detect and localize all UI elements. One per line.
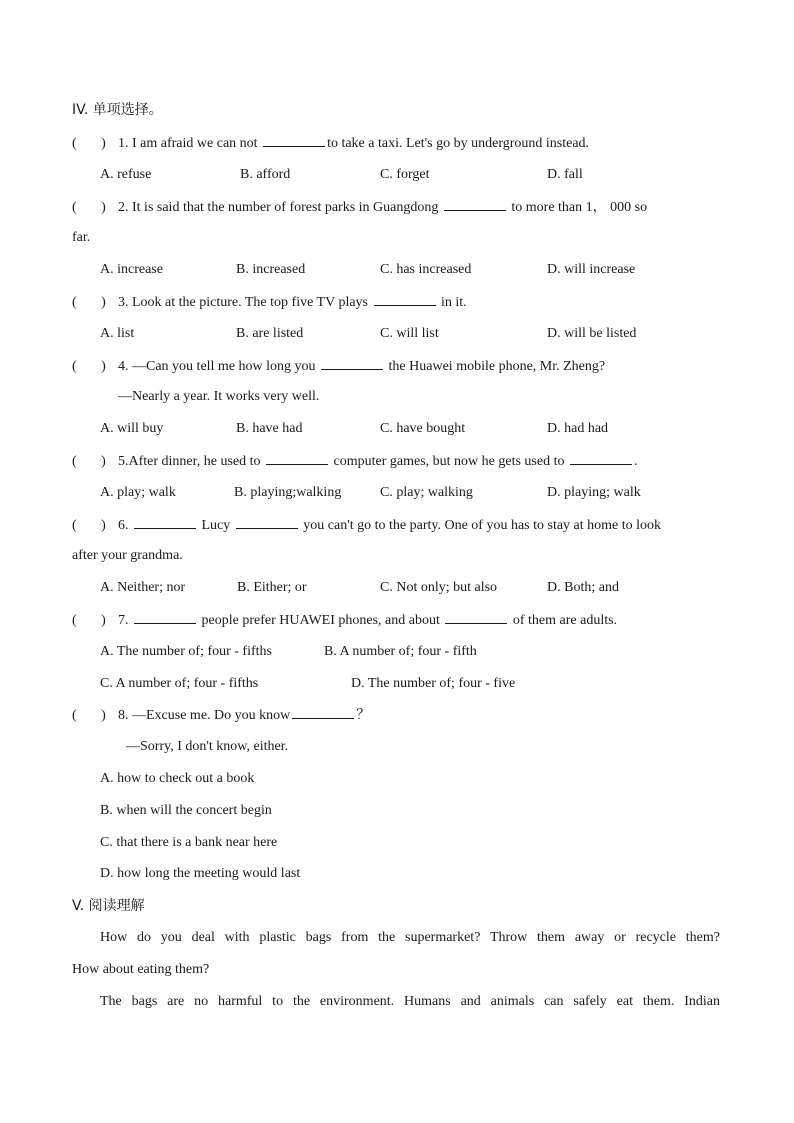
answer-paren[interactable]: ( ) <box>72 136 106 151</box>
option-d[interactable]: D. how long the meeting would last <box>100 866 301 881</box>
answer-paren[interactable]: ( ) <box>72 359 106 374</box>
question-text: 3. Look at the picture. The top five TV plays <box>118 295 372 310</box>
answer-blank-2[interactable] <box>236 516 298 529</box>
question-6-continued: after your grandma. <box>72 548 183 563</box>
option-b[interactable]: B. Either; or <box>237 580 307 595</box>
options-row <box>100 643 740 661</box>
option-b[interactable]: B. are listed <box>236 326 304 341</box>
question-text: 1. I am afraid we can not <box>118 136 262 151</box>
question-text: 8. —Excuse me. Do you know <box>118 708 291 723</box>
question-7 <box>72 611 617 630</box>
question-text-tail: . <box>633 454 638 469</box>
option-d[interactable]: D. will increase <box>547 262 636 277</box>
question-text: 5.After dinner, he used to <box>118 454 265 469</box>
option-b[interactable]: B. when will the concert begin <box>100 803 272 818</box>
options-row <box>100 325 740 343</box>
option-d[interactable]: D. fall <box>547 167 583 182</box>
question-text: 4. —Can you tell me how long you <box>118 359 320 374</box>
answer-blank-2[interactable] <box>570 452 632 465</box>
reading-paragraph-2-line-1: The bags are no harmful to the environment. Humans and animals can safely eat them. Indian <box>100 994 720 1009</box>
question-2-continued: far. <box>72 230 91 245</box>
options-row <box>100 166 740 184</box>
options-row <box>100 420 740 438</box>
question-text-tail: you can't go to the party. One of you has to stay at home to look <box>299 518 662 533</box>
question-text: 2. It is said that the number of forest parks in Guangdong <box>118 200 442 215</box>
question-text: 7. <box>118 613 132 628</box>
question-5 <box>72 452 637 471</box>
option-c[interactable]: C. Not only; but also <box>380 580 498 595</box>
answer-blank[interactable] <box>321 357 383 370</box>
question-text-tail: of them are adults. <box>509 613 618 628</box>
question-text-tail: to more than 1， 000 so <box>507 200 648 215</box>
option-c[interactable]: C. play; walking <box>380 485 473 500</box>
answer-blank[interactable] <box>374 293 436 306</box>
question-2 <box>72 198 647 217</box>
answer-blank[interactable] <box>444 198 506 211</box>
question-3 <box>72 293 467 312</box>
answer-paren[interactable]: ( ) <box>72 454 106 469</box>
reading-paragraph-1-line-2: How about eating them? <box>72 962 210 977</box>
question-text-tail: the Huawei mobile phone, Mr. Zheng? <box>385 359 606 374</box>
option-a[interactable]: A. will buy <box>100 421 164 436</box>
option-a[interactable]: A. play; walk <box>100 485 176 500</box>
option-d[interactable]: D. The number of; four - five <box>351 676 516 691</box>
option-b[interactable]: B. afford <box>240 167 291 182</box>
question-4 <box>72 357 605 376</box>
option-c[interactable]: C. A number of; four - fifths <box>100 676 259 691</box>
answer-paren[interactable]: ( ) <box>72 613 106 628</box>
answer-blank-1[interactable] <box>134 516 196 529</box>
question-text-mid: Lucy <box>198 518 234 533</box>
question-6 <box>72 516 661 535</box>
option-a[interactable]: A. refuse <box>100 167 152 182</box>
question-4-reply: —Nearly a year. It works very well. <box>118 389 320 404</box>
option-d[interactable]: D. had had <box>547 421 609 436</box>
answer-blank-1[interactable] <box>266 452 328 465</box>
question-text-tail: ？ <box>356 708 371 723</box>
section-v-title: V. 阅读理解 <box>72 898 145 914</box>
answer-blank[interactable] <box>292 706 354 719</box>
option-a[interactable]: A. Neither; nor <box>100 580 186 595</box>
options-row <box>100 484 740 502</box>
option-b[interactable]: B. playing;walking <box>234 485 342 500</box>
option-b[interactable]: B. have had <box>236 421 303 436</box>
option-d[interactable]: D. playing; walk <box>547 485 641 500</box>
reading-paragraph-1-line-1: How do you deal with plastic bags from the supermarket? Throw them away or recycle them? <box>100 930 720 945</box>
question-text-mid: people prefer HUAWEI phones, and about <box>198 613 444 628</box>
answer-paren[interactable]: ( ) <box>72 200 106 215</box>
option-c[interactable]: C. forget <box>380 167 430 182</box>
option-c[interactable]: C. has increased <box>380 262 472 277</box>
option-a[interactable]: A. how to check out a book <box>100 771 255 786</box>
answer-paren[interactable]: ( ) <box>72 518 106 533</box>
options-row <box>100 261 740 279</box>
question-8-reply: —Sorry, I don't know, either. <box>126 739 289 754</box>
question-text-mid: computer games, but now he gets used to <box>330 454 568 469</box>
answer-paren[interactable]: ( ) <box>72 708 106 723</box>
option-c[interactable]: C. that there is a bank near here <box>100 835 278 850</box>
option-b[interactable]: B. A number of; four - fifth <box>324 644 477 659</box>
option-a[interactable]: A. increase <box>100 262 163 277</box>
question-8 <box>72 706 370 725</box>
option-c[interactable]: C. will list <box>380 326 439 341</box>
option-a[interactable]: A. The number of; four - fifths <box>100 644 272 659</box>
answer-blank-2[interactable] <box>445 611 507 624</box>
option-d[interactable]: D. Both; and <box>547 580 619 595</box>
answer-paren[interactable]: ( ) <box>72 295 106 310</box>
options-row <box>100 579 740 597</box>
question-text-tail: in it. <box>437 295 467 310</box>
options-row <box>100 675 740 693</box>
answer-blank-1[interactable] <box>134 611 196 624</box>
option-c[interactable]: C. have bought <box>380 421 466 436</box>
question-text-tail: to take a taxi. Let's go by underground instead. <box>327 136 590 151</box>
option-b[interactable]: B. increased <box>236 262 306 277</box>
section-iv-title: IV. 单项选择。 <box>72 102 163 118</box>
option-d[interactable]: D. will be listed <box>547 326 637 341</box>
option-a[interactable]: A. list <box>100 326 135 341</box>
question-text: 6. <box>118 518 132 533</box>
question-1 <box>72 134 589 153</box>
answer-blank[interactable] <box>263 134 325 147</box>
